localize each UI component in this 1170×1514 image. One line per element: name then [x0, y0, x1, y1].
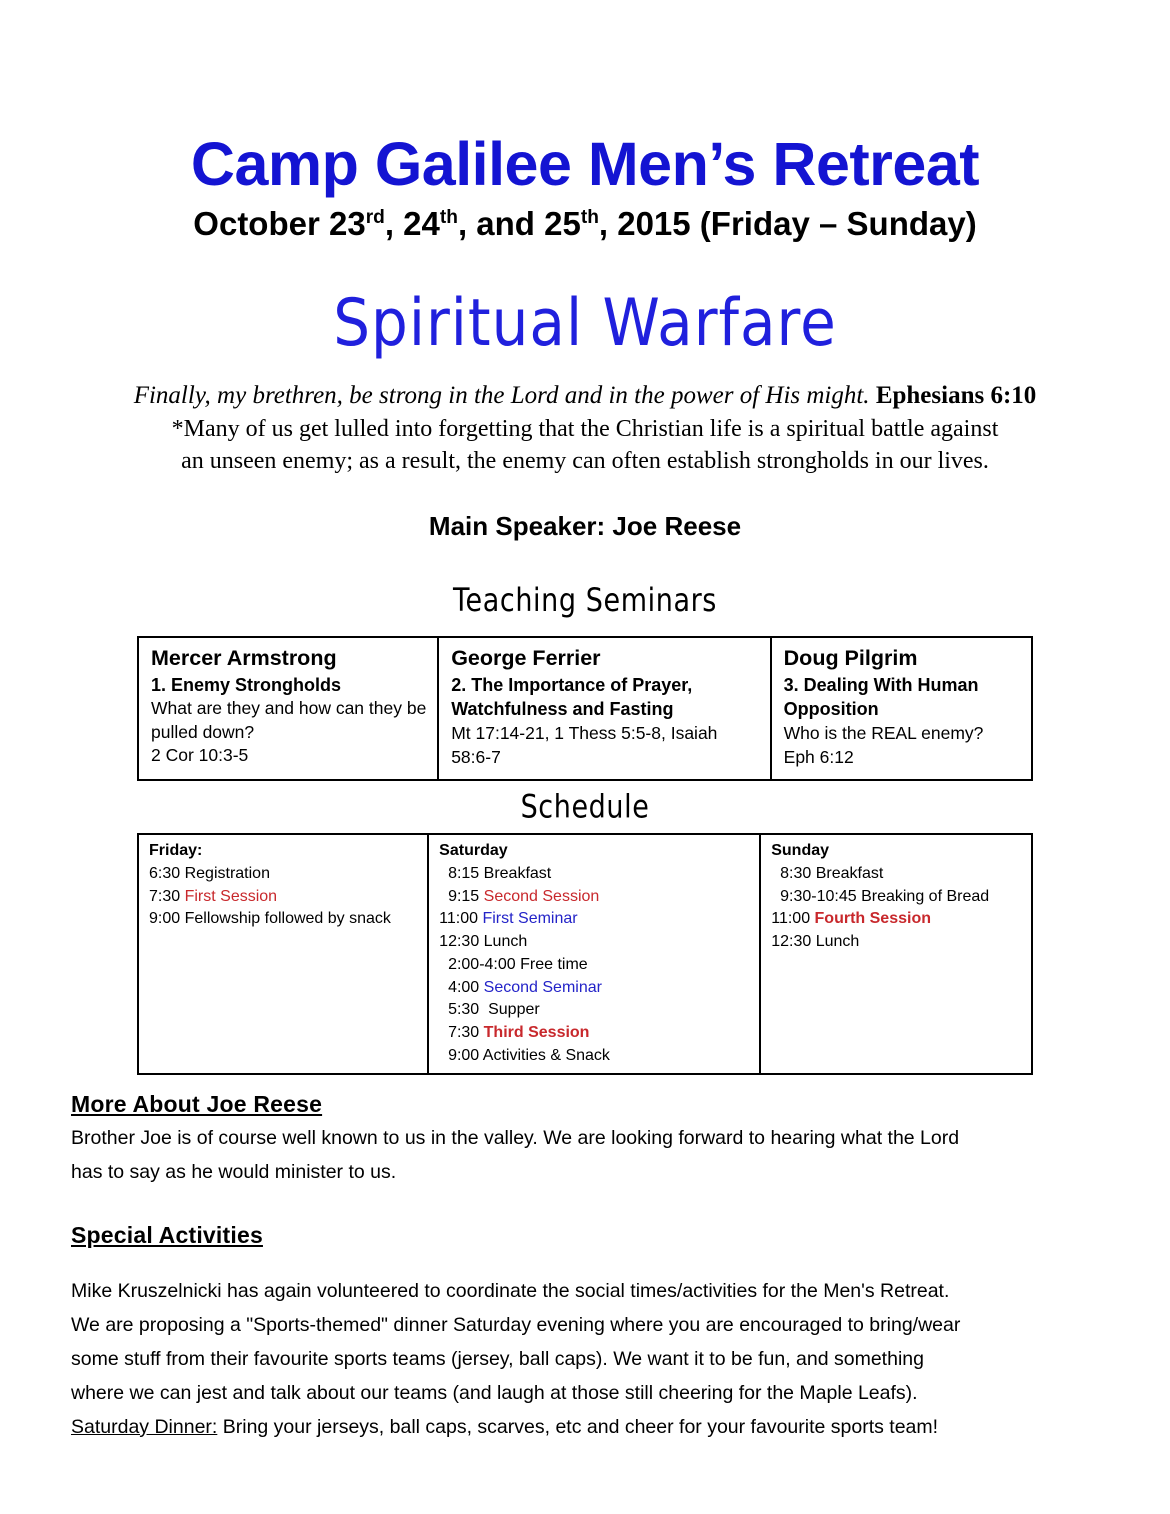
- date-mid-1: , 24: [384, 205, 440, 242]
- date-ordinal-3: th: [580, 207, 599, 229]
- scripture-note: *Many of us get lulled into forgetting that the Christian life is a spiritual battle against an unseen enemy; as a result, the enemy can often establish strongholds in our lives.: [171, 415, 999, 474]
- schedule-heading: Schedule: [520, 789, 650, 827]
- date-suffix: , 2015 (Friday – Sunday): [598, 205, 977, 242]
- schedule-time: 12:30: [771, 933, 816, 951]
- schedule-line: [439, 886, 751, 909]
- retreat-dates: [57, 195, 1113, 243]
- schedule-event: Breaking of Bread: [861, 887, 990, 905]
- schedule-event: Breakfast: [483, 864, 552, 882]
- activities-text-part1: Mike Kruszelnicki has again volunteered to coordinate the social times/activities for the Men's Retreat. We are proposing a "Sports-themed" dinner Saturday evening where you are encouraged to bring/wear some stuff from their favourite sports teams (jersey, ball caps). We want it to be fun, and something where we can jest and talk about our teams (and laugh at those still cheering for the Maple Leafs).: [71, 1280, 961, 1404]
- schedule-event: Third Session: [483, 1023, 590, 1041]
- schedule-lines-friday: [149, 863, 419, 931]
- schedule-time: 8:15: [439, 864, 484, 882]
- schedule-event: Registration: [184, 864, 270, 882]
- schedule-time: 7:30: [439, 1023, 484, 1041]
- table-row: [138, 637, 1032, 780]
- schedule-line: [439, 999, 751, 1022]
- schedule-line: [439, 863, 751, 886]
- schedule-line: [439, 908, 751, 931]
- schedule-time: 11:00: [771, 910, 815, 928]
- table-row: [138, 834, 1032, 1074]
- seminar-description: Mt 17:14-21, 1 Thess 5:5-8, Isaiah 58:6-7: [451, 723, 718, 767]
- scripture-verse: Finally, my brethren, be strong in the Lord and in the power of His might.: [133, 381, 870, 409]
- schedule-cell-friday: [138, 834, 428, 1074]
- about-section: [71, 1075, 1113, 1190]
- schedule-table: [137, 833, 1033, 1075]
- seminar-speaker-name: George Ferrier: [451, 646, 601, 671]
- schedule-day-name: Saturday: [439, 842, 508, 860]
- schedule-event: Second Session: [483, 887, 600, 905]
- teaching-seminars-table: [137, 636, 1033, 781]
- schedule-line: [439, 931, 751, 954]
- seminar-reference: Eph 6:12: [783, 746, 854, 767]
- schedule-line: [771, 908, 1023, 931]
- seminar-topic: 1. Enemy Strongholds: [151, 674, 342, 695]
- schedule-event: Lunch: [483, 933, 528, 951]
- date-prefix: October 23: [193, 205, 366, 242]
- schedule-event: Activities & Snack: [482, 1046, 610, 1064]
- saturday-dinner-label: Saturday Dinner:: [71, 1415, 218, 1438]
- activities-text-part2: Bring your jerseys, ball caps, scarves, etc and cheer for your favourite sports team!: [217, 1415, 939, 1438]
- schedule-event: Fourth Session: [814, 910, 931, 928]
- date-ordinal-1: rd: [365, 207, 385, 229]
- page-title: Camp Galilee Men’s Retreat: [190, 130, 980, 198]
- schedule-event: First Seminar: [482, 910, 578, 928]
- schedule-time: 8:30: [771, 864, 816, 882]
- about-heading: More About Joe Reese: [71, 1091, 323, 1118]
- schedule-event: Free time: [520, 955, 588, 973]
- schedule-line: [439, 1022, 751, 1045]
- schedule-time: 5:30: [439, 1001, 489, 1019]
- seminar-cell-2: [438, 637, 770, 780]
- seminar-topic: 3. Dealing With Human Opposition: [783, 674, 979, 720]
- seminar-topic: 2. The Importance of Prayer, Watchfulness and Fasting: [451, 674, 693, 720]
- schedule-event: Second Seminar: [483, 978, 602, 996]
- activities-text: [71, 1249, 976, 1445]
- schedule-event: Breakfast: [815, 864, 884, 882]
- seminar-cell-1: [138, 637, 438, 780]
- schedule-time: 11:00: [439, 910, 483, 928]
- activities-heading: Special Activities: [71, 1222, 263, 1249]
- date-ordinal-2: th: [439, 207, 458, 229]
- schedule-time: 2:00-4:00: [439, 955, 521, 973]
- schedule-line: [771, 863, 1023, 886]
- schedule-event: Lunch: [815, 933, 860, 951]
- seminar-reference: 2 Cor 10:3-5: [151, 745, 249, 766]
- seminar-cell-3: [771, 637, 1032, 780]
- schedule-day-name: Sunday: [771, 842, 830, 860]
- retreat-theme: Spiritual Warfare: [333, 284, 837, 361]
- schedule-time: 7:30: [149, 887, 185, 905]
- schedule-time: 9:00: [439, 1046, 483, 1064]
- schedule-event: First Session: [184, 887, 278, 905]
- schedule-time: 6:30: [149, 864, 185, 882]
- schedule-cell-saturday: [428, 834, 760, 1074]
- schedule-event: Supper: [488, 1001, 540, 1019]
- schedule-time: 9:00: [149, 910, 185, 928]
- schedule-line: [149, 886, 419, 909]
- teaching-seminars-heading: Teaching Seminars: [453, 583, 717, 620]
- main-speaker: Main Speaker: Joe Reese: [428, 511, 742, 542]
- schedule-line: [439, 1045, 751, 1068]
- schedule-line: [771, 931, 1023, 954]
- schedule-time: 9:15: [439, 887, 484, 905]
- schedule-cell-sunday: [760, 834, 1032, 1074]
- about-text: Brother Joe is of course well known to us in the valley. We are looking forward to hearing what the Lord has to say as he would minister to us.: [71, 1127, 960, 1184]
- seminar-speaker-name: Doug Pilgrim: [783, 646, 918, 671]
- seminar-speaker-name: Mercer Armstrong: [151, 646, 337, 671]
- schedule-lines-sunday: [771, 863, 1023, 954]
- schedule-event: Fellowship followed by snack: [184, 910, 391, 928]
- activities-section: [71, 1190, 1113, 1445]
- seminar-description: What are they and how can they be pulled down?: [151, 698, 427, 742]
- schedule-day-name: Friday:: [149, 842, 203, 860]
- schedule-line: [149, 863, 419, 886]
- schedule-lines-saturday: [439, 863, 751, 1067]
- schedule-time: 4:00: [439, 978, 484, 996]
- schedule-line: [149, 908, 419, 931]
- scripture-reference: Ephesians 6:10: [875, 381, 1037, 409]
- seminar-description: Who is the REAL enemy?: [783, 723, 984, 744]
- date-mid-2: , and 25: [457, 205, 581, 242]
- schedule-line: [439, 954, 751, 977]
- schedule-line: [439, 977, 751, 1000]
- schedule-time: 9:30-10:45: [771, 887, 862, 905]
- schedule-time: 12:30: [439, 933, 484, 951]
- schedule-line: [771, 886, 1023, 909]
